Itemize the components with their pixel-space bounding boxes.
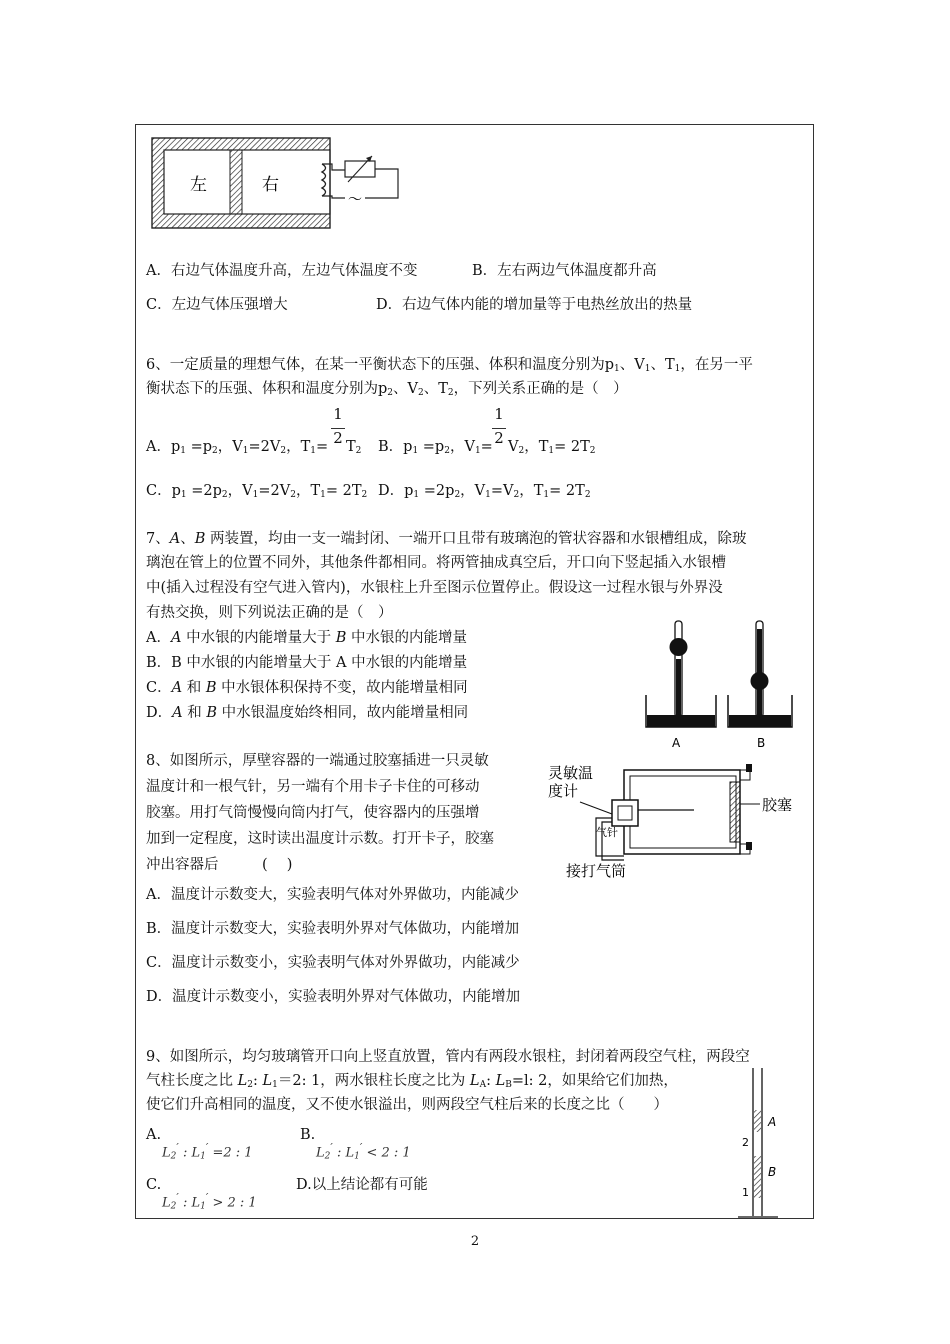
q6-a-frac-num: 1 — [333, 405, 343, 423]
q6-a-frac-den: 2 — [333, 429, 343, 447]
q9-fig-label-2: 2 — [742, 1136, 749, 1149]
q9-stem-line3: 使它们升高相同的温度，又不使水银溢出，则两段空气柱后来的长度之比（ ） — [146, 1097, 668, 1113]
q9-figure — [734, 1064, 794, 1222]
q6-option-c: C．$p_1 =2p_2$，$V_1=2V_2$，$T_1= 2T_2$ — [146, 483, 368, 500]
q6-option-a: A．$p_1 =p_2$，$V_1=2V_2$，$T_1=$ — [146, 439, 329, 456]
q5-option-a: A．右边气体温度升高，左边气体温度不变 — [146, 263, 418, 279]
q7-stem-line4: 有热交换，则下列说法正确的是（ ） — [146, 605, 393, 621]
q5-option-d: D．右边气体内能的增加量等于电热丝放出的热量 — [376, 297, 693, 313]
q7-figure — [640, 615, 800, 755]
q9-stem-line1: 9、如图所示，均匀玻璃管开口向上竖直放置，管内有两段水银柱，封闭着两段空气柱，两段空 — [146, 1049, 750, 1065]
q6-stem-line2: 衡状态下的压强、体积和温度分别为$p_2$、$V_2$、$T_2$，下列关系正确的是（ ） — [146, 381, 628, 398]
q9-option-a-math: $L_2'$ : $L_1' =2$ : 1 — [162, 1141, 253, 1162]
q9-fig-label-1: 1 — [742, 1186, 749, 1199]
q8-fig-pump-label: 接打气筒 — [566, 862, 627, 880]
q8-stem-line5: 冲出容器后 ( ) — [146, 857, 293, 873]
q5-figure — [150, 136, 412, 232]
q9-option-c-math: $L_2'$ : $L_1' > 2$ : 1 — [162, 1191, 257, 1212]
q8-option-a: A．温度计示数变大，实验表明气体对外界做功，内能减少 — [146, 887, 519, 903]
q6-option-b-tail: $V_2$，$T_1= 2T_2$ — [508, 439, 596, 456]
q8-stem-line1: 8、如图所示，厚壁容器的一端通过胶塞插进一只灵敏 — [146, 753, 489, 769]
q7-fig-label-b: B — [757, 736, 766, 750]
q7-option-c: C．A 和 B 中水银体积保持不变，故内能增量相同 — [146, 680, 468, 696]
q9-option-c: C. — [146, 1177, 162, 1193]
svg-text:～: ～ — [348, 192, 362, 208]
q6-stem-line1: 6、一定质量的理想气体，在某一平衡状态下的压强、体积和温度分别为$p_1$、$V_1$、$T_1$，在另一平 — [146, 357, 753, 374]
q6-b-frac-den: 2 — [494, 429, 504, 447]
q6-option-b: B．$p_1 =p_2$，$V_1=$ — [378, 439, 493, 456]
q7-fig-label-a: A — [672, 736, 681, 750]
q8-option-c: C．温度计示数变小，实验表明气体对外界做功，内能减少 — [146, 955, 520, 971]
q9-option-d: D.以上结论都有可能 — [296, 1177, 428, 1193]
q9-fig-label-b: B — [768, 1165, 777, 1179]
q6-option-a-tail: $T_2$ — [346, 439, 362, 456]
q6-b-frac-num: 1 — [494, 405, 504, 423]
q8-option-d: D．温度计示数变小，实验表明外界对气体做功，内能增加 — [146, 989, 521, 1005]
q7-stem-line3: 中(插入过程没有空气进入管内)，水银柱上升至图示位置停止。假设这一过程水银与外界没 — [146, 580, 723, 596]
q7-option-d: D．A 和 B 中水银温度始终相同，故内能增量相同 — [146, 705, 469, 721]
q5-option-b: B．左右两边气体温度都升高 — [472, 263, 657, 279]
q9-option-b-math: $L_2'$ : $L_1' < 2$ : 1 — [316, 1141, 411, 1162]
page-number: 2 — [470, 1234, 480, 1249]
q8-stem-line2: 温度计和一根气针，另一端有个用卡子卡住的可移动 — [146, 779, 480, 795]
q8-option-b: B．温度计示数变大，实验表明外界对气体做功，内能增加 — [146, 921, 520, 937]
q9-option-a: A. — [146, 1127, 162, 1143]
svg-text:气针: 气针 — [596, 826, 618, 839]
q8-figure — [544, 760, 806, 880]
q7-stem-line1: 7、A、B 两装置，均由一支一端封闭、一端开口且带有玻璃泡的管状容器和水银槽组成，除玻 — [146, 531, 747, 547]
q8-stem-line3: 胶塞。用打气筒慢慢向筒内打气，使容器内的压强增 — [146, 805, 480, 821]
q6-option-d: D．$p_1 =2p_2$，$V_1=V_2$，$T_1= 2T_2$ — [378, 483, 591, 500]
q8-fig-thermo-label: 灵敏温 — [548, 764, 594, 782]
q8-fig-plug-label: 胶塞 — [762, 796, 793, 814]
q5-option-c: C．左边气体压强增大 — [146, 297, 288, 313]
q9-option-b: B. — [300, 1127, 316, 1143]
fig5-right-label: 右 — [262, 175, 279, 195]
q7-stem-line2: 璃泡在管上的位置不同外，其他条件都相同。将两管抽成真空后，开口向下竖起插入水银槽 — [146, 555, 726, 571]
q9-fig-label-a: A — [768, 1115, 777, 1129]
fig5-left-label: 左 — [190, 175, 207, 195]
q7-option-b: B．B 中水银的内能增量大于 A 中水银的内能增量 — [146, 655, 468, 671]
q8-stem-line4: 加到一定程度，这时读出温度计示数。打开卡子，胶塞 — [146, 831, 494, 847]
svg-text:度计: 度计 — [548, 782, 579, 800]
q9-stem-line2: 气柱长度之比 $L_2$: $L_1=2$: 1，两水银柱长度之比为 $L_A$: $L_B=l$: 2，如果给它们加热， — [146, 1073, 678, 1090]
q7-option-a: A．A 中水银的内能增量大于 B 中水银的内能增量 — [146, 630, 467, 646]
